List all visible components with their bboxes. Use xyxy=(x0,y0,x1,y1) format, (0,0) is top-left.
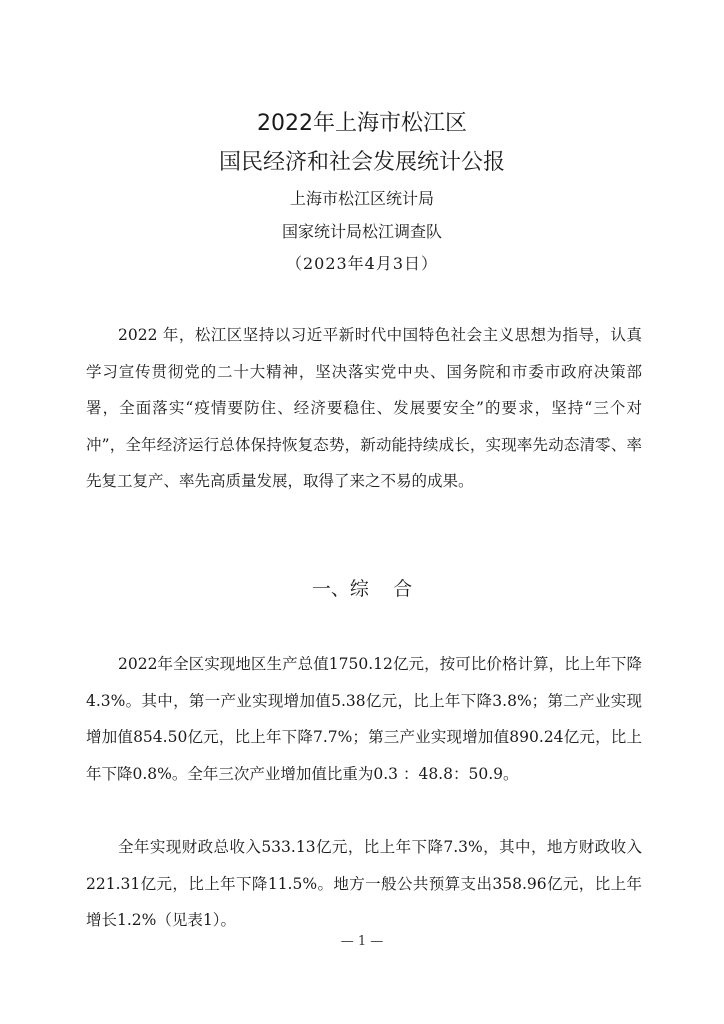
page-number: — 1 — xyxy=(340,934,384,949)
issuing-agency-2: 国家统计局松江调查队 xyxy=(281,222,442,241)
publish-date: （2023年4月3日） xyxy=(285,254,439,273)
section-heading: 一、综 合 xyxy=(311,578,413,600)
report-title-line-1: 2022年上海市松江区 xyxy=(257,111,467,136)
intro-paragraph: 2022 年，松江区坚持以习近平新时代中国特色社会主义思想为指导，认真学习宣传贯彻党的二十大精神，坚决落实党中央、国务院和市委市政府决策部署，全面落实“疫情要防住、经济要稳住、发展要安全”的要求，坚持“三个对冲”，全年经济运行总体保持恢复态势，新动能持续成长，实现率先动态清零、率先复工复产、率先高质量发展，取得了来之不易的成果。 xyxy=(86,326,642,490)
gdp-paragraph: 2022年全区实现地区生产总值1750.12亿元，按可比价格计算，比上年下降4.3%。其中，第一产业实现增加值5.38亿元，比上年下降3.8%；第二产业实现增加值854.50亿元，比上年下降7.7%；第三产业实现增加值890.24亿元，比上年下降0.8%。全年三次产业增加值比重为0.3 ：48.8：50.9。 xyxy=(86,655,642,783)
fiscal-paragraph: 全年实现财政总收入533.13亿元，比上年下降7.3%，其中，地方财政收入221.31亿元，比上年下降11.5%。地方一般公共预算支出358.96亿元，比上年增长1.2%（见表1）。 xyxy=(86,838,642,929)
report-title-line-2: 国民经济和社会发展统计公报 xyxy=(218,150,505,175)
issuing-agency-1: 上海市松江区统计局 xyxy=(289,189,434,208)
